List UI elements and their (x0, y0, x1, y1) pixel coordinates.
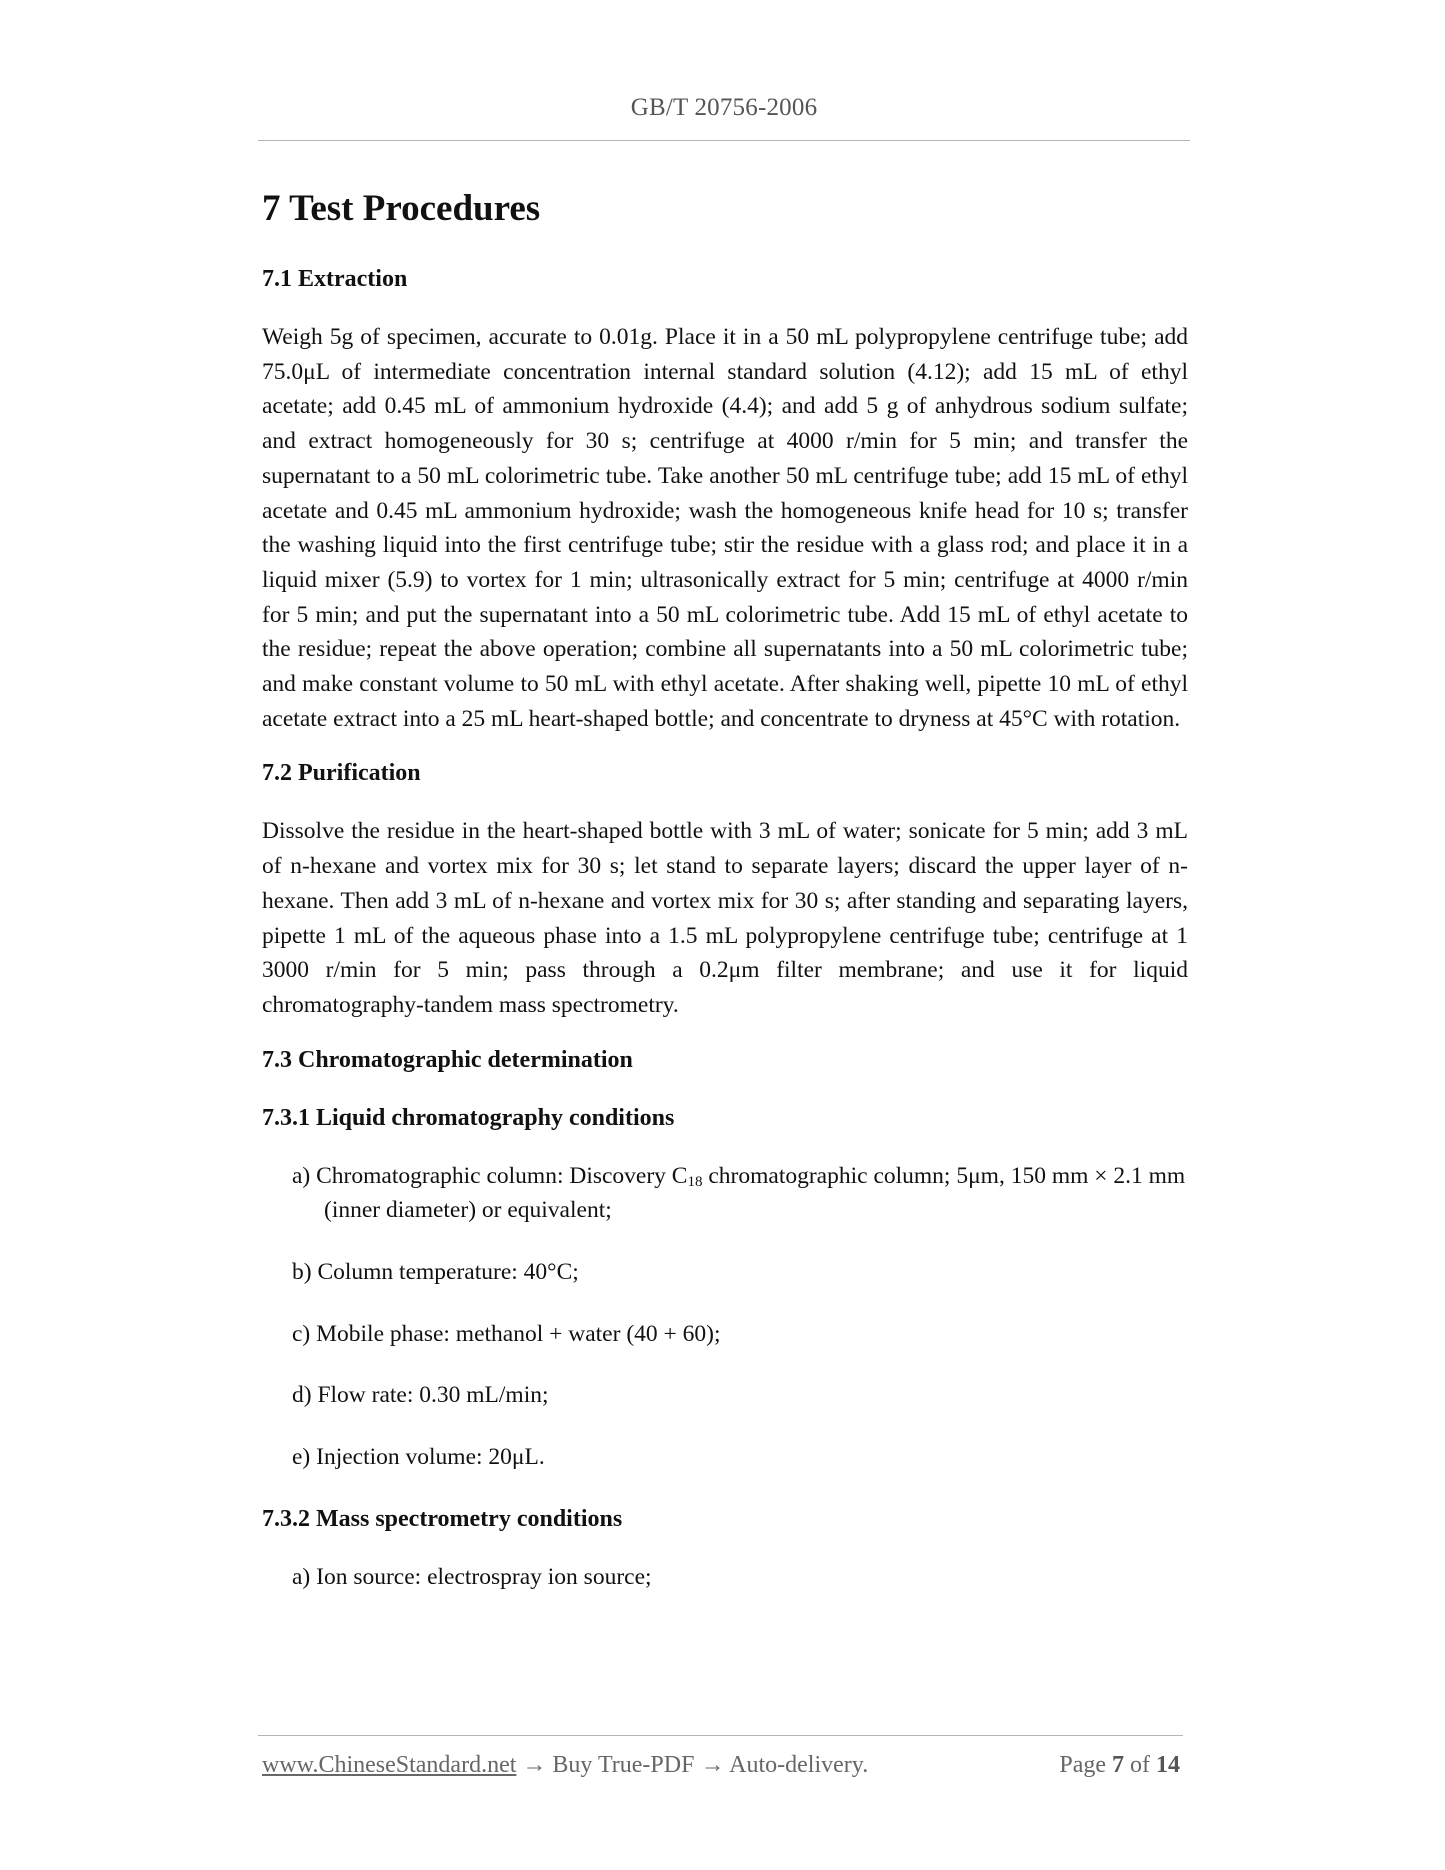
page-footer (262, 1752, 1184, 1788)
subsection-heading-7-2: 7.2 Purification (262, 760, 421, 787)
page-indicator (1059, 1752, 1180, 1779)
subsection-heading-7-1: 7.1 Extraction (262, 266, 408, 292)
column-text-end: chromatographic column; 5μm, 150 mm × 2.1 mm (inner diameter) or equivalent; (324, 1162, 1186, 1224)
arrow-icon: → (694, 1752, 730, 1778)
list-item: c) Mobile phase: methanol + water (40 + 60); (292, 1320, 721, 1347)
footer-links (262, 1752, 868, 1779)
of-label: of (1124, 1752, 1156, 1778)
arrow-icon: → (516, 1752, 553, 1778)
current-page-number: 7 (1112, 1752, 1124, 1778)
total-pages-number: 14 (1156, 1752, 1180, 1778)
lc-conditions-list (262, 1159, 1188, 1475)
list-item: a) Ion source: electrospray ion source; (292, 1563, 652, 1590)
section-title: 7 Test Procedures (262, 188, 541, 229)
extraction-paragraph: Weigh 5g of specimen, accurate to 0.01g. Place it in a 50 mL polypropylene centrifuge tube; add 75.0μL of intermediate concentration internal standard solution (4.12); add 15 mL of ethyl acetate; add 0.45 mL of ammonium hydroxide (4.4); and add 5 g of anhydrous sodium sulfate; and extract homogeneously for 30 s; centrifuge at 4000 r/min for 5 min; and transfer the supernatant to a 50 mL colorimetric tube. Take another 50 mL centrifuge tube; add 15 mL of ethyl acetate and 0.45 mL ammonium hydroxide; wash the homogeneous knife head for 10 s; transfer the washing liquid into the first centrifuge tube; stir the residue with a glass rod; and place it in a liquid mixer (5.9) to vortex for 1 min; ultrasonically extract for 5 min; centrifuge at 4000 r/min for 5 min; and put the supernatant into a 50 mL colorimetric tube. Add 15 mL of ethyl acetate to the residue; repeat the above operation; combine all supernatants into a 50 mL colorimetric tube; and make constant volume to 50 mL with ethyl acetate. After shaking well, pipette 10 mL of ethyl acetate extract into a 25 mL heart-shaped bottle; and concentrate to dryness at 45°C with rotation. (262, 324, 1188, 732)
column-text-start: a) Chromatographic column: Discovery C (292, 1162, 688, 1189)
website-link[interactable]: www.ChineseStandard.net (262, 1752, 517, 1778)
list-item: b) Column temperature: 40°C; (292, 1259, 579, 1286)
page-content (262, 186, 1188, 1617)
list-item: d) Flow rate: 0.30 mL/min; (292, 1382, 549, 1409)
subsection-heading-7-3-1: 7.3.1 Liquid chromatography conditions (262, 1104, 675, 1131)
purification-paragraph: Dissolve the residue in the heart-shaped bottle with 3 mL of water; sonicate for 5 min; add 3 mL of n-hexane and vortex mix for 30 s; let stand to separate layers; discard the upper layer of n-hexane. Then add 3 mL of n-hexane and vortex mix for 30 s; after standing and separating layers, pipette 1 mL of the aqueous phase into a 1.5 mL polypropylene centrifuge tube; centrifuge at 1 3000 r/min for 5 min; pass through a 0.2μm filter membrane; and use it for liquid chromatography-tandem mass spectrometry. (262, 818, 1188, 1018)
subsection-heading-7-3-2: 7.3.2 Mass spectrometry conditions (262, 1505, 623, 1532)
subscript-18: 18 (687, 1173, 703, 1190)
document-header: GB/T 20756-2006 (630, 94, 818, 121)
footer-divider (258, 1735, 1183, 1736)
page-label: Page (1059, 1752, 1112, 1778)
list-item: e) Injection volume: 20μL. (292, 1444, 545, 1471)
header-divider (258, 140, 1190, 141)
ms-conditions-list (262, 1560, 1188, 1595)
buy-text: Buy True-PDF (552, 1752, 695, 1778)
list-item (262, 1159, 1188, 1228)
delivery-text: Auto-delivery. (729, 1752, 869, 1778)
subsection-heading-7-3: 7.3 Chromatographic determination (262, 1046, 633, 1073)
